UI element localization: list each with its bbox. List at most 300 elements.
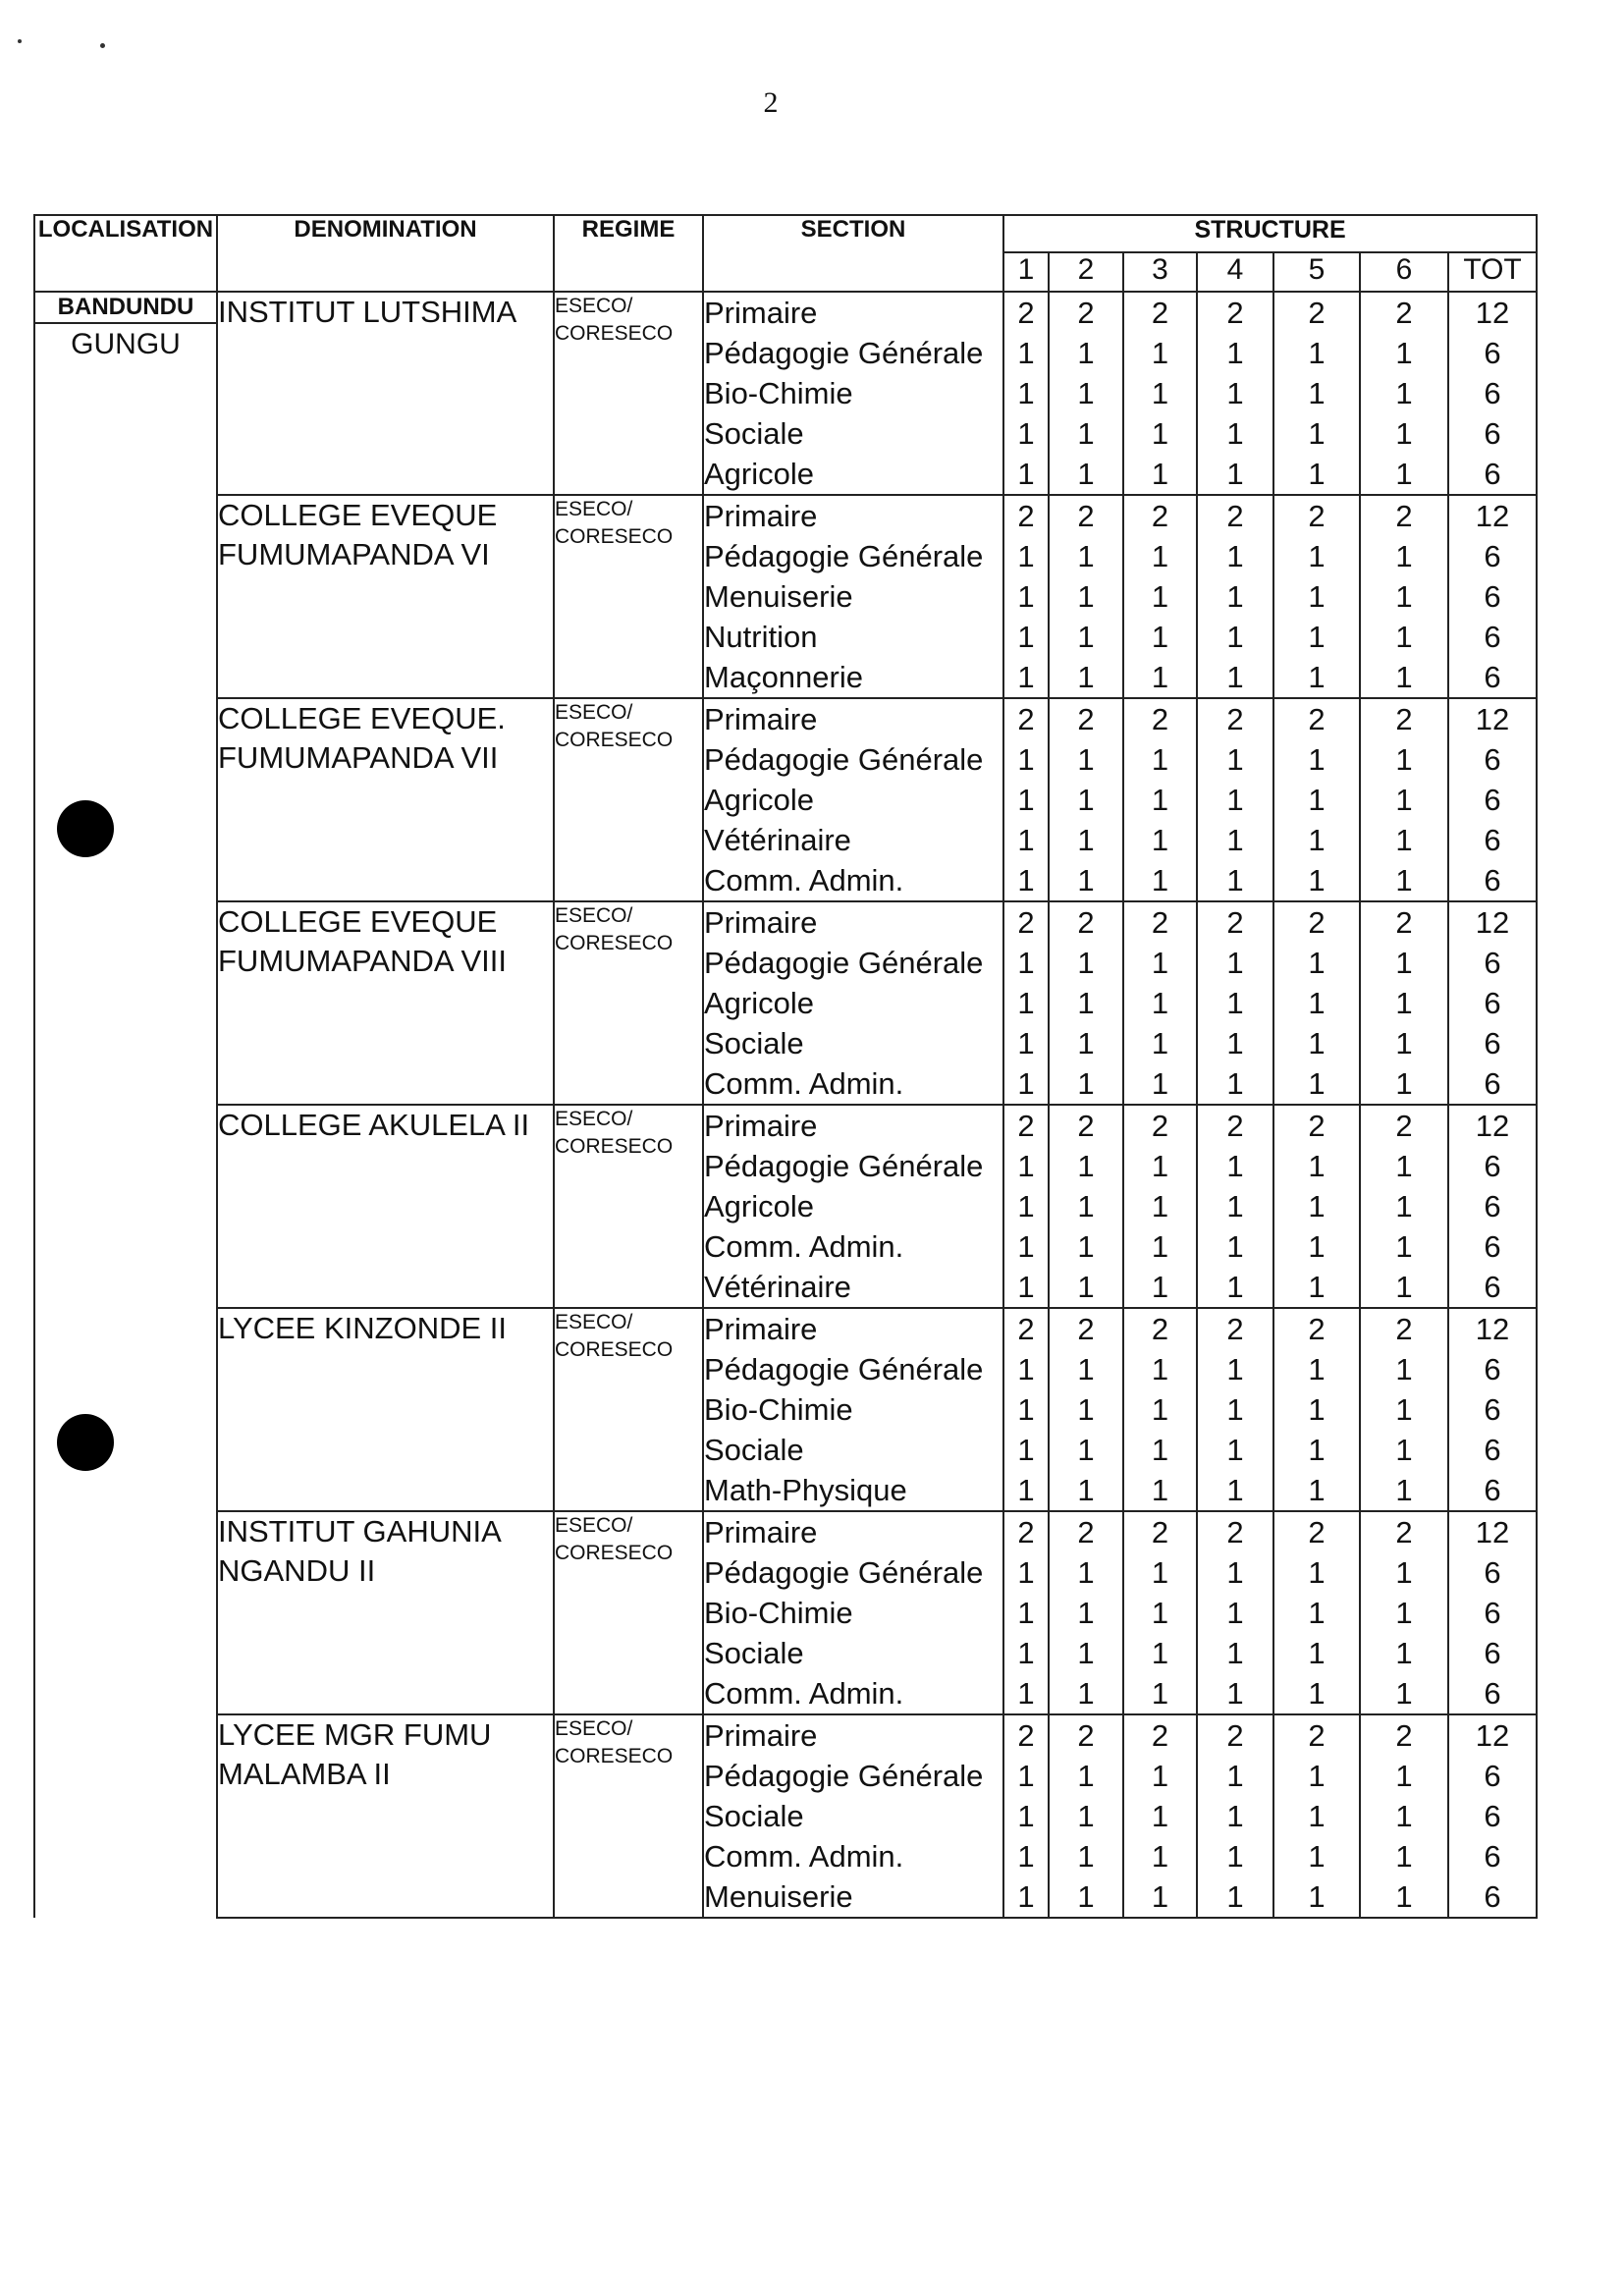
school-denomination [217,1714,554,1918]
structure-value [1360,698,1448,901]
structure-cell: 1 [1151,1189,1169,1223]
structure-cell: 2 [1077,1312,1095,1346]
structure-cell: 1 [1308,783,1326,817]
structure-cell: 1 [1226,1270,1244,1304]
structure-value [1360,495,1448,698]
structure-cell: 2 [1395,702,1413,736]
structure-cell: 1 [1395,336,1413,370]
structure-cell: 6 [1484,946,1501,980]
structure-cell: 6 [1484,1759,1501,1793]
denomination-line: INSTITUT GAHUNIA [218,1514,502,1549]
structure-cell: 1 [1308,336,1326,370]
section-name: Pédagogie Générale [704,1149,984,1183]
school-sections [703,495,1003,698]
structure-cell: 6 [1484,376,1501,410]
structure-cell: 6 [1484,1799,1501,1833]
structure-cell: 2 [1308,499,1326,533]
structure-cell: 1 [1308,1149,1326,1183]
structure-cell: 1 [1077,1839,1095,1874]
structure-cell: 1 [1017,1066,1035,1101]
structure-cell: 6 [1484,457,1501,491]
structure-value [1123,1511,1197,1714]
section-name: Sociale [704,1026,804,1060]
structure-cell: 1 [1395,1149,1413,1183]
structure-cell: 1 [1226,1066,1244,1101]
header-regime: REGIME [554,215,703,292]
structure-cell: 1 [1151,783,1169,817]
structure-cell: 6 [1484,620,1501,654]
structure-cell: 1 [1308,1636,1326,1670]
structure-cell: 1 [1077,1149,1095,1183]
structure-value [1123,1308,1197,1511]
structure-value [1273,292,1360,495]
school-denomination [217,901,554,1105]
structure-value [1049,495,1123,698]
structure-cell: 12 [1475,1109,1510,1143]
section-name: Comm. Admin. [704,863,904,897]
structure-cell: 2 [1395,1312,1413,1346]
regime-line: CORESECO [555,1135,674,1158]
structure-cell: 12 [1475,1312,1510,1346]
structure-cell: 2 [1077,499,1095,533]
structure-cell: 1 [1226,823,1244,857]
section-name: Vétérinaire [704,823,851,857]
structure-cell: 1 [1017,1026,1035,1060]
structure-cell: 1 [1017,457,1035,491]
structure-cell: 6 [1484,742,1501,777]
structure-cell: 1 [1017,1799,1035,1833]
structure-cell: 1 [1017,986,1035,1020]
section-name: Primaire [704,499,818,533]
location-province: BANDUNDU [35,293,216,324]
structure-cell: 1 [1151,946,1169,980]
structure-cell: 1 [1226,579,1244,614]
structure-cell: 6 [1484,1839,1501,1874]
structure-cell: 1 [1077,783,1095,817]
structure-cell: 1 [1226,457,1244,491]
structure-cell: 1 [1077,1473,1095,1507]
structure-cell: 1 [1226,1676,1244,1711]
section-name: Pédagogie Générale [704,946,984,980]
structure-cell: 6 [1484,1676,1501,1711]
structure-cell: 1 [1226,783,1244,817]
school-sections [703,1105,1003,1308]
structure-value [1197,1511,1273,1714]
section-name: Primaire [704,1718,818,1753]
structure-value [1049,1105,1123,1308]
structure-cell: 6 [1484,1555,1501,1590]
structure-cell: 1 [1017,1839,1035,1874]
structure-value [1197,495,1273,698]
structure-value [1123,698,1197,901]
structure-cell: 1 [1077,946,1095,980]
structure-cell: 1 [1226,1636,1244,1670]
structure-cell: 2 [1017,1718,1035,1753]
structure-cell: 1 [1151,620,1169,654]
structure-cell: 12 [1475,702,1510,736]
structure-cell: 1 [1151,742,1169,777]
section-name: Primaire [704,296,818,330]
regime-line: ESECO/ [555,1311,633,1333]
section-name: Vétérinaire [704,1270,851,1304]
regime-line: ESECO/ [555,1108,633,1130]
structure-cell: 1 [1395,1596,1413,1630]
structure-cell: 1 [1017,1596,1035,1630]
section-name: Comm. Admin. [704,1229,904,1264]
structure-cell: 1 [1226,1799,1244,1833]
section-name: Primaire [704,1312,818,1346]
structure-cell: 1 [1077,1676,1095,1711]
section-name: Menuiserie [704,579,853,614]
structure-cell: 6 [1484,1026,1501,1060]
structure-cell: 1 [1151,1270,1169,1304]
structure-col-header: 2 [1049,252,1123,292]
structure-cell: 1 [1077,1433,1095,1467]
structure-cell: 1 [1017,579,1035,614]
denomination-line: COLLEGE AKULELA II [218,1108,530,1142]
structure-cell: 1 [1308,1352,1326,1386]
structure-value [1049,1511,1123,1714]
school-row [34,292,1537,495]
structure-cell: 1 [1077,1026,1095,1060]
structure-cell: 1 [1226,416,1244,451]
section-name: Nutrition [704,620,818,654]
structure-value [1003,1105,1049,1308]
structure-cell: 1 [1077,986,1095,1020]
regime-line: CORESECO [555,729,674,751]
structure-cell: 1 [1395,1473,1413,1507]
structure-cell: 2 [1226,499,1244,533]
structure-value [1003,1714,1049,1918]
structure-cell: 1 [1226,1433,1244,1467]
structure-value [1197,901,1273,1105]
structure-cell: 1 [1077,1636,1095,1670]
school-sections [703,1511,1003,1714]
structure-cell: 1 [1151,539,1169,573]
structure-cell: 1 [1017,336,1035,370]
structure-value [1197,1105,1273,1308]
school-regime [554,1105,703,1308]
section-name: Pédagogie Générale [704,742,984,777]
section-name: Comm. Admin. [704,1839,904,1874]
structure-cell: 1 [1395,579,1413,614]
structure-col-header: 4 [1197,252,1273,292]
structure-cell: 2 [1308,1312,1326,1346]
structure-cell: 1 [1395,863,1413,897]
structure-cell: 1 [1395,1799,1413,1833]
structure-cell: 1 [1077,1759,1095,1793]
structure-cell: 1 [1151,1636,1169,1670]
structure-cell: 1 [1308,1555,1326,1590]
structure-cell: 1 [1395,1066,1413,1101]
structure-value [1360,1511,1448,1714]
structure-cell: 1 [1017,620,1035,654]
structure-cell: 1 [1077,376,1095,410]
section-name: Primaire [704,905,818,940]
structure-cell: 1 [1077,1066,1095,1101]
section-name: Comm. Admin. [704,1676,904,1711]
structure-col-header: TOT [1448,252,1537,292]
structure-cell: 1 [1395,946,1413,980]
structure-cell: 1 [1308,863,1326,897]
structure-cell: 1 [1308,742,1326,777]
structure-value [1049,292,1123,495]
structure-cell: 2 [1017,1515,1035,1549]
regime-line: ESECO/ [555,1514,633,1537]
structure-cell: 1 [1308,1676,1326,1711]
regime-line: CORESECO [555,1542,674,1564]
structure-cell: 1 [1151,1596,1169,1630]
structure-cell: 1 [1308,1433,1326,1467]
structure-cell: 1 [1151,1026,1169,1060]
structure-cell: 1 [1308,1270,1326,1304]
scan-speck [18,39,22,43]
structure-cell: 2 [1226,1312,1244,1346]
school-regime [554,1308,703,1511]
structure-cell: 12 [1475,1515,1510,1549]
regime-line: CORESECO [555,932,674,954]
structure-cell: 1 [1077,660,1095,694]
structure-cell: 1 [1151,1149,1169,1183]
structure-value [1197,1308,1273,1511]
location-territory: GUNGU [71,328,181,360]
section-name: Pédagogie Générale [704,336,984,370]
structure-cell: 1 [1226,986,1244,1020]
regime-line: ESECO/ [555,498,633,520]
structure-cell: 1 [1226,1555,1244,1590]
structure-cell: 1 [1151,336,1169,370]
structure-cell: 1 [1077,539,1095,573]
school-row [34,1308,1537,1511]
structure-cell: 1 [1151,1066,1169,1101]
structure-cell: 6 [1484,1636,1501,1670]
structure-cell: 2 [1226,296,1244,330]
location-cell [34,292,217,1918]
regime-line: CORESECO [555,525,674,548]
structure-cell: 2 [1308,1515,1326,1549]
regime-line: ESECO/ [555,904,633,927]
structure-value [1273,1511,1360,1714]
school-regime [554,495,703,698]
structure-cell: 2 [1151,1718,1169,1753]
structure-cell: 1 [1151,1555,1169,1590]
section-name: Pédagogie Générale [704,1352,984,1386]
structure-cell: 2 [1395,905,1413,940]
structure-value [1197,1714,1273,1918]
regime-line: CORESECO [555,322,674,345]
structure-cell: 1 [1395,1026,1413,1060]
structure-cell: 1 [1017,1352,1035,1386]
structure-cell: 1 [1395,1229,1413,1264]
structure-cell: 1 [1308,1596,1326,1630]
structure-cell: 1 [1395,1636,1413,1670]
header-denomination: DENOMINATION [217,215,554,292]
structure-cell: 2 [1226,1109,1244,1143]
structure-cell: 1 [1017,1676,1035,1711]
structure-cell: 1 [1151,863,1169,897]
structure-cell: 2 [1077,1718,1095,1753]
structure-cell: 1 [1226,1759,1244,1793]
structure-cell: 1 [1077,1879,1095,1914]
structure-cell: 2 [1077,1515,1095,1549]
section-name: Pédagogie Générale [704,539,984,573]
structure-cell: 6 [1484,539,1501,573]
structure-cell: 6 [1484,863,1501,897]
structure-cell: 2 [1077,702,1095,736]
school-sections [703,292,1003,495]
school-row [34,698,1537,901]
structure-cell: 1 [1017,1879,1035,1914]
structure-cell: 1 [1077,742,1095,777]
section-name: Sociale [704,416,804,451]
structure-cell: 1 [1308,1879,1326,1914]
structure-cell: 1 [1151,1759,1169,1793]
structure-cell: 1 [1395,1189,1413,1223]
structure-value [1003,292,1049,495]
denomination-line: LYCEE KINZONDE II [218,1311,507,1345]
structure-cell: 2 [1017,1312,1035,1346]
structure-cell: 2 [1151,702,1169,736]
structure-cell: 1 [1077,863,1095,897]
structure-cell: 1 [1017,783,1035,817]
structure-value [1123,495,1197,698]
structure-cell: 1 [1017,1555,1035,1590]
structure-cell: 1 [1395,1433,1413,1467]
structure-cell: 2 [1395,499,1413,533]
section-name: Sociale [704,1799,804,1833]
structure-cell: 1 [1077,1555,1095,1590]
structure-cell: 1 [1226,1596,1244,1630]
structure-total [1448,1308,1537,1511]
structure-cell: 1 [1151,457,1169,491]
section-name: Bio-Chimie [704,1392,853,1427]
structure-cell: 1 [1077,1392,1095,1427]
structure-value [1123,1714,1197,1918]
school-row [34,495,1537,698]
structure-cell: 1 [1395,1676,1413,1711]
denomination-line: FUMUMAPANDA VIII [218,944,507,978]
structure-cell: 12 [1475,1718,1510,1753]
section-name: Math-Physique [704,1473,907,1507]
structure-col-header: 3 [1123,252,1197,292]
structure-cell: 1 [1308,946,1326,980]
structure-cell: 2 [1226,905,1244,940]
structure-cell: 1 [1226,946,1244,980]
structure-cell: 6 [1484,783,1501,817]
structure-value [1360,1308,1448,1511]
structure-cell: 1 [1395,1555,1413,1590]
structure-cell: 6 [1484,1473,1501,1507]
structure-cell: 6 [1484,1433,1501,1467]
school-row [34,901,1537,1105]
structure-cell: 6 [1484,660,1501,694]
header-localisation: LOCALISATION [34,215,217,292]
structure-cell: 6 [1484,579,1501,614]
schools-table [33,214,1538,1919]
structure-cell: 1 [1395,416,1413,451]
structure-cell: 2 [1151,296,1169,330]
regime-line: CORESECO [555,1338,674,1361]
section-name: Primaire [704,1109,818,1143]
structure-cell: 6 [1484,1352,1501,1386]
structure-value [1197,292,1273,495]
structure-cell: 1 [1226,1473,1244,1507]
section-name: Pédagogie Générale [704,1555,984,1590]
structure-cell: 1 [1017,823,1035,857]
structure-cell: 1 [1226,863,1244,897]
structure-cell: 2 [1017,499,1035,533]
structure-value [1049,1714,1123,1918]
structure-value [1360,1105,1448,1308]
section-name: Sociale [704,1636,804,1670]
structure-cell: 1 [1226,1189,1244,1223]
structure-cell: 1 [1017,1229,1035,1264]
school-regime [554,901,703,1105]
structure-cell: 1 [1151,1839,1169,1874]
structure-cell: 1 [1395,376,1413,410]
structure-cell: 2 [1395,1109,1413,1143]
section-name: Agricole [704,1189,814,1223]
section-name: Sociale [704,1433,804,1467]
structure-cell: 1 [1017,539,1035,573]
school-sections [703,901,1003,1105]
denomination-line: FUMUMAPANDA VI [218,537,490,571]
structure-value [1003,1308,1049,1511]
structure-total [1448,1511,1537,1714]
structure-cell: 1 [1151,986,1169,1020]
structure-cell: 1 [1151,660,1169,694]
school-regime [554,1511,703,1714]
section-name: Agricole [704,986,814,1020]
structure-cell: 1 [1017,1433,1035,1467]
structure-cell: 1 [1077,1799,1095,1833]
structure-value [1003,1511,1049,1714]
regime-line: CORESECO [555,1745,674,1767]
structure-value [1273,495,1360,698]
section-name: Maçonnerie [704,660,863,694]
section-name: Comm. Admin. [704,1066,904,1101]
school-regime [554,698,703,901]
section-name: Bio-Chimie [704,1596,853,1630]
structure-value [1273,901,1360,1105]
regime-line: ESECO/ [555,1717,633,1740]
section-name: Agricole [704,783,814,817]
structure-col-header: 6 [1360,252,1448,292]
school-denomination [217,698,554,901]
structure-cell: 1 [1308,376,1326,410]
structure-cell: 2 [1395,1515,1413,1549]
denomination-line: MALAMBA II [218,1757,391,1791]
structure-cell: 6 [1484,1596,1501,1630]
structure-cell: 1 [1077,416,1095,451]
structure-value [1273,1105,1360,1308]
structure-cell: 2 [1077,1109,1095,1143]
structure-cell: 1 [1077,336,1095,370]
structure-cell: 6 [1484,1392,1501,1427]
structure-cell: 1 [1395,539,1413,573]
structure-cell: 6 [1484,1229,1501,1264]
structure-cell: 1 [1151,1433,1169,1467]
section-name: Menuiserie [704,1879,853,1914]
structure-cell: 2 [1017,905,1035,940]
structure-value [1049,901,1123,1105]
structure-value [1049,1308,1123,1511]
structure-cell: 1 [1226,1149,1244,1183]
structure-value [1273,1714,1360,1918]
structure-cell: 1 [1077,457,1095,491]
structure-cell: 1 [1308,1759,1326,1793]
structure-cell: 6 [1484,1879,1501,1914]
